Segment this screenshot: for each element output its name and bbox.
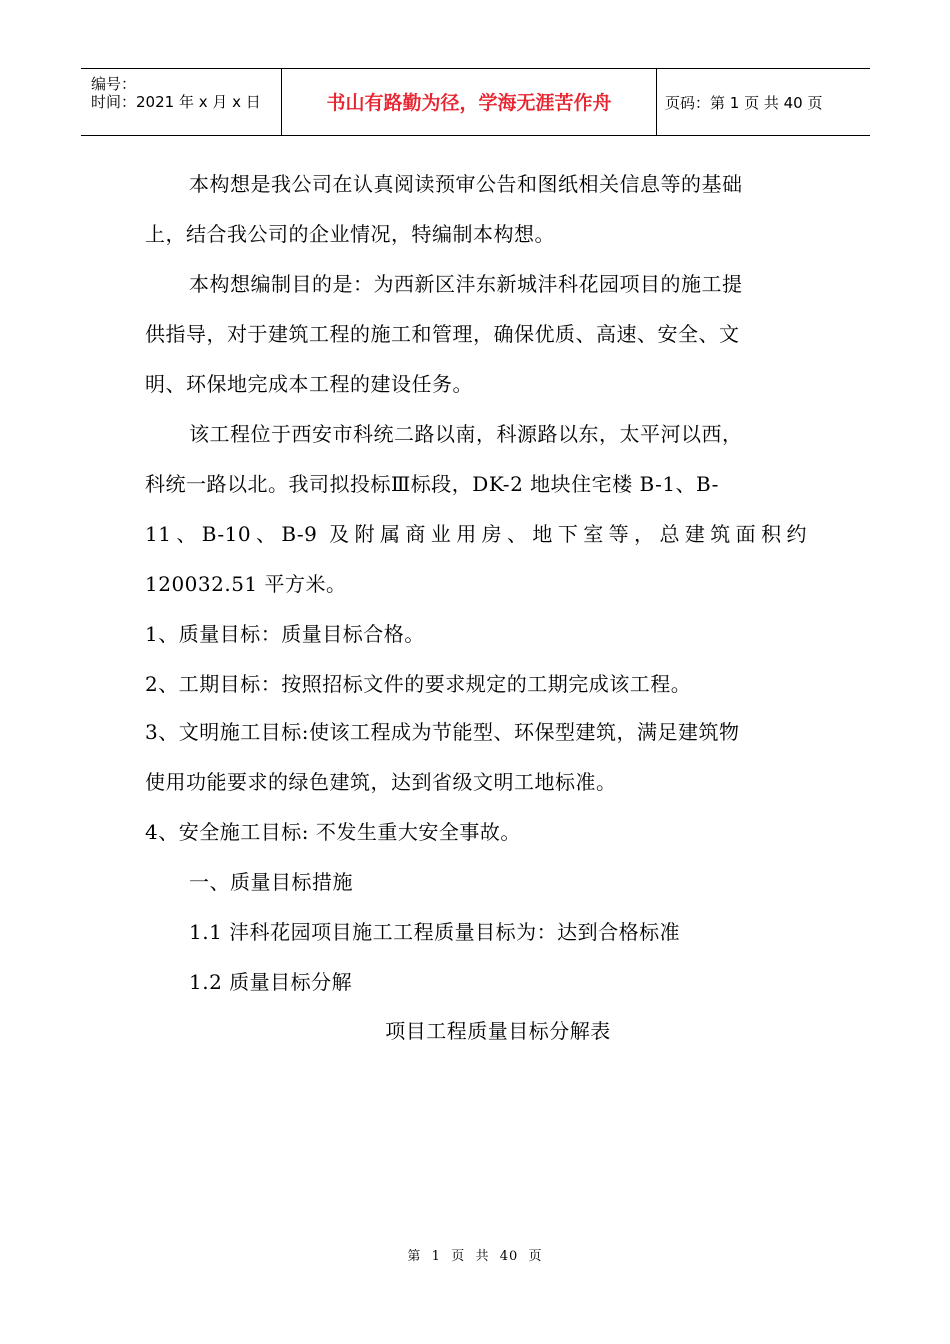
header-page-label: 页码：第 1 页 共 40 页	[665, 94, 823, 112]
goal-civilized-construction: 3、文明施工目标:使该工程成为节能型、环保型建筑，满足建筑物	[145, 720, 740, 744]
document-date-label: 时间：2021 年 x 月 x 日	[91, 93, 261, 111]
header-motto-cell	[282, 69, 657, 135]
section-heading: 一、质量目标措施	[189, 870, 353, 894]
body-line: 明、环保地完成本工程的建设任务。	[145, 372, 473, 396]
subsection-heading: 1.2 质量目标分解	[189, 970, 353, 994]
goal-quality: 1、质量目标：质量目标合格。	[145, 622, 425, 646]
page-footer: 第 1 页 共 40 页	[407, 1249, 543, 1264]
body-line: 该工程位于西安市科统二路以南，科源路以东，太平河以西，	[189, 422, 743, 446]
body-line: 11、B-10、B-9 及附属商业用房、地下室等，总建筑面积约	[145, 522, 807, 546]
header-page-cell	[657, 69, 870, 135]
header-motto: 书山有路勤为径，学海无涯苦作舟	[326, 92, 612, 114]
goal-schedule: 2、工期目标：按照招标文件的要求规定的工期完成该工程。	[145, 672, 692, 696]
body-line: 上，结合我公司的企业情况，特编制本构想。	[145, 222, 555, 246]
table-title: 项目工程质量目标分解表	[385, 1019, 611, 1043]
subsection-heading: 1.1 沣科花园项目施工工程质量目标为：达到合格标准	[189, 920, 681, 944]
body-line: 120032.51 平方米。	[145, 572, 347, 596]
goal-safety: 4、安全施工目标: 不发生重大安全事故。	[145, 820, 521, 844]
document-number-label: 编号：	[91, 75, 137, 93]
body-line: 本构想是我公司在认真阅读预审公告和图纸相关信息等的基础	[189, 172, 743, 196]
body-line: 供指导，对于建筑工程的施工和管理，确保优质、高速、安全、文	[145, 322, 740, 346]
body-line: 本构想编制目的是：为西新区沣东新城沣科花园项目的施工提	[189, 272, 743, 296]
header-info-cell	[81, 69, 282, 135]
document-header	[81, 68, 870, 136]
body-line: 科统一路以北。我司拟投标Ⅲ标段，DK-2 地块住宅楼 B-1、B-	[145, 472, 719, 496]
body-line: 使用功能要求的绿色建筑，达到省级文明工地标准。	[145, 770, 617, 794]
